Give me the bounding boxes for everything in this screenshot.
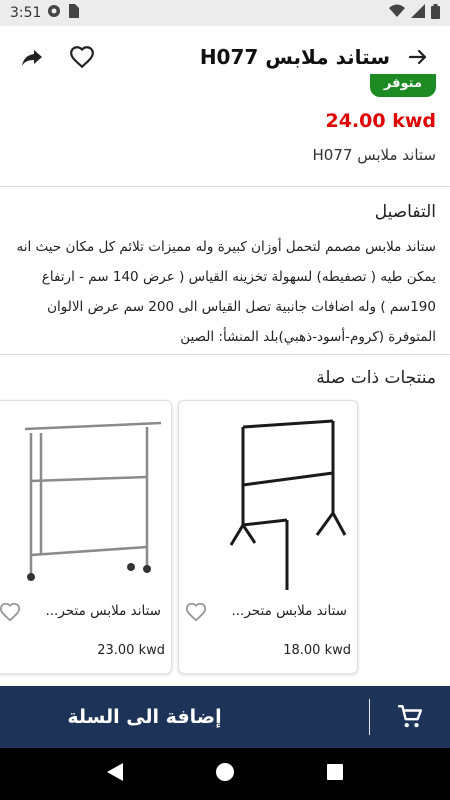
- card-favorite-button[interactable]: [185, 601, 207, 623]
- page-title: ستاند ملابس H077: [199, 45, 390, 69]
- sim-card-icon: [67, 4, 79, 22]
- triangle-back-icon: [106, 762, 124, 782]
- heart-outline-icon: [69, 44, 95, 70]
- related-product-name: ستاند ملابس متحر...: [45, 603, 161, 619]
- divider: [369, 699, 370, 735]
- circle-home-icon: [215, 762, 235, 782]
- arrow-right-icon: [406, 45, 430, 69]
- square-recents-icon: [326, 763, 344, 781]
- system-navigation-bar: [0, 748, 450, 800]
- product-image: [187, 405, 351, 585]
- product-price: 24.00 kwd: [325, 110, 436, 132]
- battery-icon: [431, 4, 440, 23]
- product-card[interactable]: [0, 400, 172, 674]
- product-image: [1, 405, 165, 585]
- related-product-price: 18.00 kwd: [283, 643, 351, 658]
- product-details-content[interactable]: [0, 76, 450, 686]
- related-product-price: 23.00 kwd: [97, 643, 165, 658]
- favorite-button[interactable]: [64, 39, 100, 75]
- details-heading: التفاصيل: [374, 202, 436, 222]
- nav-home-button[interactable]: [215, 762, 235, 786]
- details-description: ستاند ملابس مصمم لتحمل أوزان كبيرة وله مميزات تلائم كل مكان حيث انه يمكن طيه ( تصفيطه) لسهولة تخزينه القياس ( عرض 140 سم - ارتفاع 190سم ) وله اضافات جانبية تصل القياس الى 200 سم عرض الالوان المتوفرة (كروم-أسود-ذهبي)بلد المنشأ: الصين: [16, 239, 436, 345]
- divider: [0, 354, 450, 355]
- nav-recents-button[interactable]: [326, 763, 344, 785]
- related-products-list[interactable]: [0, 400, 450, 674]
- nav-back-button[interactable]: [106, 762, 124, 786]
- add-to-cart-bar: [0, 686, 450, 748]
- product-card[interactable]: [178, 400, 358, 674]
- cart-button[interactable]: [370, 686, 450, 748]
- share-icon: [20, 45, 44, 69]
- notification-icon: [47, 4, 61, 22]
- card-favorite-button[interactable]: [0, 601, 21, 623]
- status-time: 3:51: [10, 5, 42, 21]
- heart-outline-icon: [0, 601, 21, 623]
- signal-icon: [411, 4, 425, 22]
- wifi-icon: [389, 4, 405, 22]
- cart-icon: [397, 704, 423, 730]
- status-bar: [0, 0, 450, 26]
- divider: [0, 186, 450, 187]
- heart-outline-icon: [185, 601, 207, 623]
- product-name: ستاند ملابس H077: [312, 146, 436, 164]
- add-to-cart-button[interactable]: إضافة الى السلة: [67, 706, 222, 728]
- share-button[interactable]: [14, 39, 50, 75]
- availability-badge: متوفر: [370, 74, 436, 97]
- related-products-heading: منتجات ذات صلة: [316, 368, 436, 388]
- back-button[interactable]: [400, 39, 436, 75]
- related-product-name: ستاند ملابس متحر...: [231, 603, 347, 619]
